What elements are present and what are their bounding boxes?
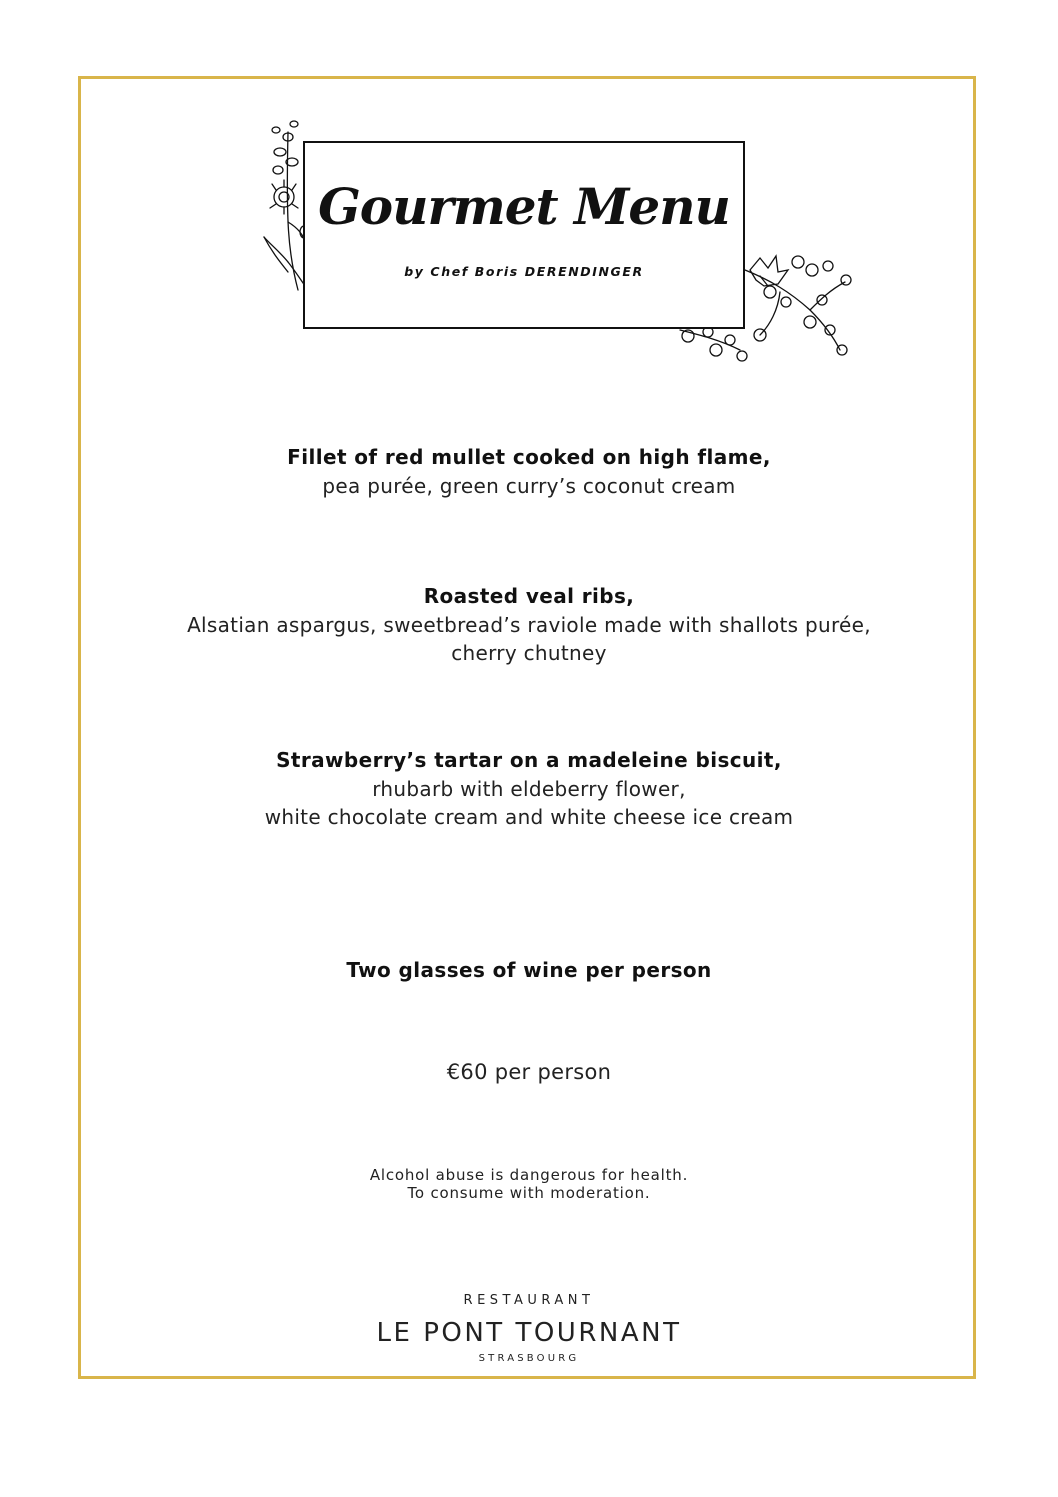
price-section [80,1058,978,1086]
alcohol-notice [80,1166,978,1202]
dish-description-line: cherry chutney [451,641,607,665]
restaurant-logo [80,1293,978,1366]
dish-section [80,443,978,500]
brand-name: LE PONT TOURNANT [376,1318,682,1348]
dish-description-line: white chocolate cream and white cheese ice cream [264,805,794,829]
dish-name: Strawberry’s tartar on a madeleine biscuit, [276,748,782,772]
dish-name: Roasted veal ribs, [423,584,635,608]
chef-credit: by Chef Boris DERENDINGER [404,264,644,279]
dish-description-line: Alsatian aspargus, sweetbread’s raviole made with shallots purée, [187,613,871,637]
brand-restaurant-label: RESTAURANT [463,1293,595,1308]
dish-section [80,746,978,831]
wine-section [80,956,978,985]
menu-title-box [303,141,745,329]
wine-offer: Two glasses of wine per person [346,958,712,982]
dish-section [80,582,978,667]
menu-price: €60 per person [446,1060,612,1084]
dish-description-line: pea purée, green curry’s coconut cream [322,474,736,498]
dish-name: Fillet of red mullet cooked on high flame, [287,445,771,469]
notice-line: To consume with moderation. [407,1184,651,1202]
menu-title: Gourmet Menu [318,177,730,236]
brand-city: STRASBOURG [478,1353,580,1364]
notice-line: Alcohol abuse is dangerous for health. [369,1166,689,1184]
dish-description-line: rhubarb with eldeberry flower, [372,777,686,801]
